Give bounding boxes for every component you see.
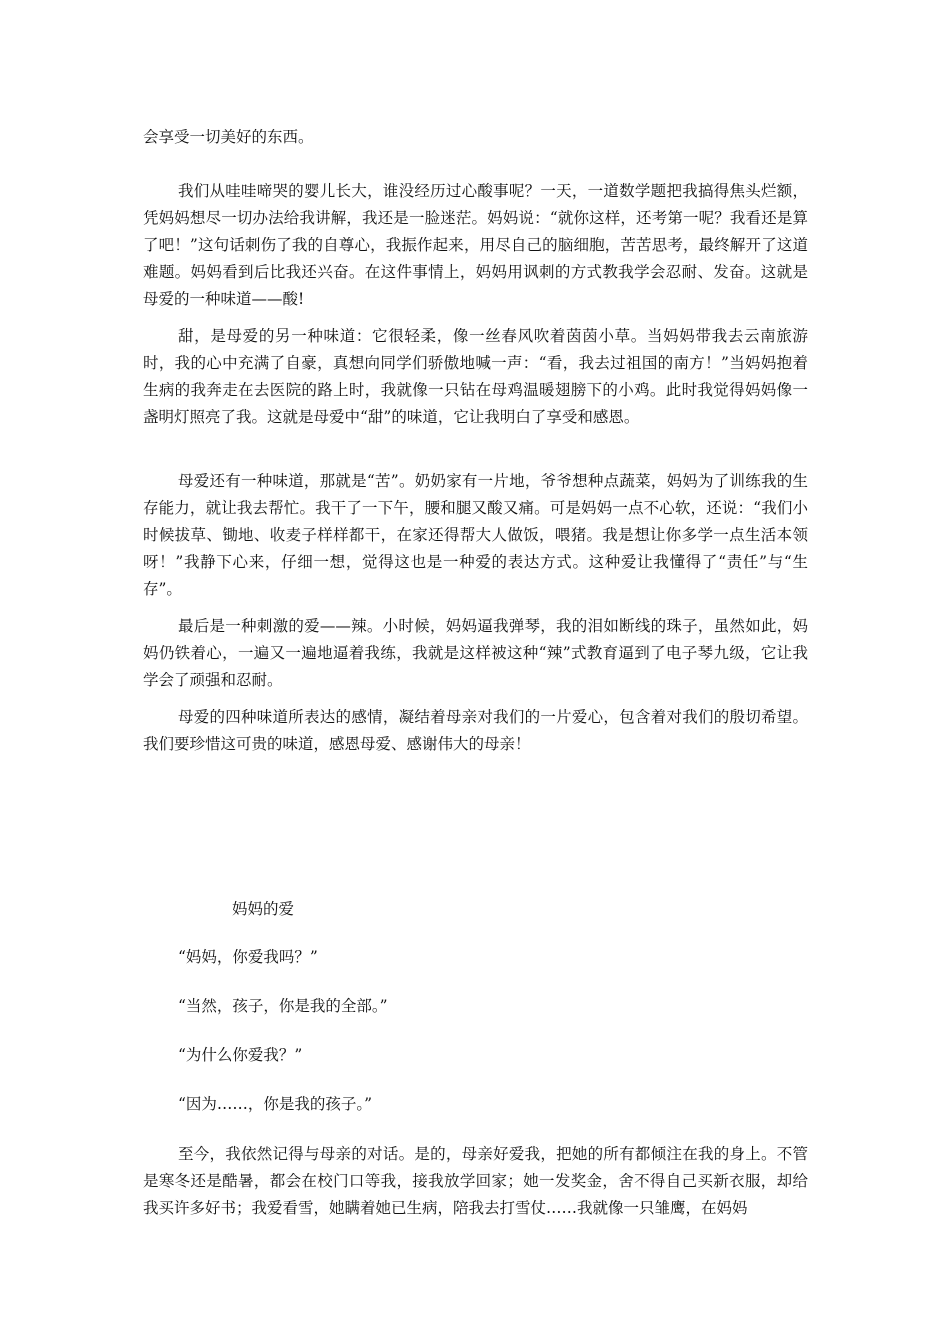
dialogue-line-4: “因为……，你是我的孩子。” bbox=[178, 1095, 373, 1113]
paragraph-continuation: 会享受一切美好的东西。 bbox=[143, 128, 314, 146]
dialogue-line-3: “为什么你爱我？” bbox=[178, 1046, 303, 1064]
paragraph-bitter: 母爱还有一种味道，那就是“苦”。奶奶家有一片地，爷爷想种点蔬菜，妈妈为了训练我的生存能力，就让我去帮忙。我干了一下午，腰和腿又酸又痛。可是妈妈一点不心软，还说：“我们小时候拔草、锄地、收麦子样样都干，在家还得帮大人做饭，喂猪。我是想让你多学一点生活本领呀！”我静下心来，仔细一想，觉得这也是一种爱的表达方式。这种爱让我懂得了“责任”与“生存”。 bbox=[143, 472, 808, 598]
paragraph-spicy: 最后是一种刺激的爱——辣。小时候，妈妈逼我弹琴，我的泪如断线的珠子，虽然如此，妈妈仍铁着心，一遍又一遍地逼着我练，我就是这样被这种“辣”式教育逼到了电子琴九级，它让我学会了顽强和忍耐。 bbox=[143, 617, 808, 689]
paragraph-conclusion: 母爱的四种味道所表达的感情，凝结着母亲对我们的一片爱心，包含着对我们的殷切希望。我们要珍惜这可贵的味道，感恩母爱、感谢伟大的母亲！ bbox=[143, 708, 808, 753]
dialogue-line-1: “妈妈，你爱我吗？” bbox=[178, 948, 318, 966]
dialogue-line-2: “当然，孩子，你是我的全部。” bbox=[178, 997, 388, 1015]
paragraph-sour: 我们从哇哇啼哭的婴儿长大，谁没经历过心酸事呢？一天，一道数学题把我搞得焦头烂额，凭妈妈想尽一切办法给我讲解，我还是一脸迷茫。妈妈说：“就你这样，还考第一呢？我看还是算了吧！”这句话刺伤了我的自尊心，我振作起来，用尽自己的脑细胞，苦苦思考，最终解开了这道难题。妈妈看到后比我还兴奋。在这件事情上，妈妈用讽刺的方式教我学会忍耐、发奋。这就是母爱的一种味道——酸! bbox=[143, 182, 808, 308]
paragraph-sweet: 甜，是母爱的另一种味道：它很轻柔，像一丝春风吹着茵茵小草。当妈妈带我去云南旅游时，我的心中充满了自豪，真想向同学们骄傲地喊一声：“看，我去过祖国的南方！”当妈妈抱着生病的我奔走在去医院的路上时，我就像一只钻在母鸡温暖翅膀下的小鸡。此时我觉得妈妈像一盏明灯照亮了我。这就是母爱中“甜”的味道，它让我明白了享受和感恩。 bbox=[143, 327, 808, 426]
essay-title: 妈妈的爱 bbox=[232, 900, 295, 918]
paragraph-memory: 至今，我依然记得与母亲的对话。是的，母亲好爱我，把她的所有都倾注在我的身上。不管是寒冬还是酷暑，都会在校门口等我，接我放学回家；她一发奖金，舍不得自己买新衣服，却给我买许多好书；我爱看雪，她瞒着她已生病，陪我去打雪仗……我就像一只雏鹰，在妈妈 bbox=[143, 1145, 808, 1217]
